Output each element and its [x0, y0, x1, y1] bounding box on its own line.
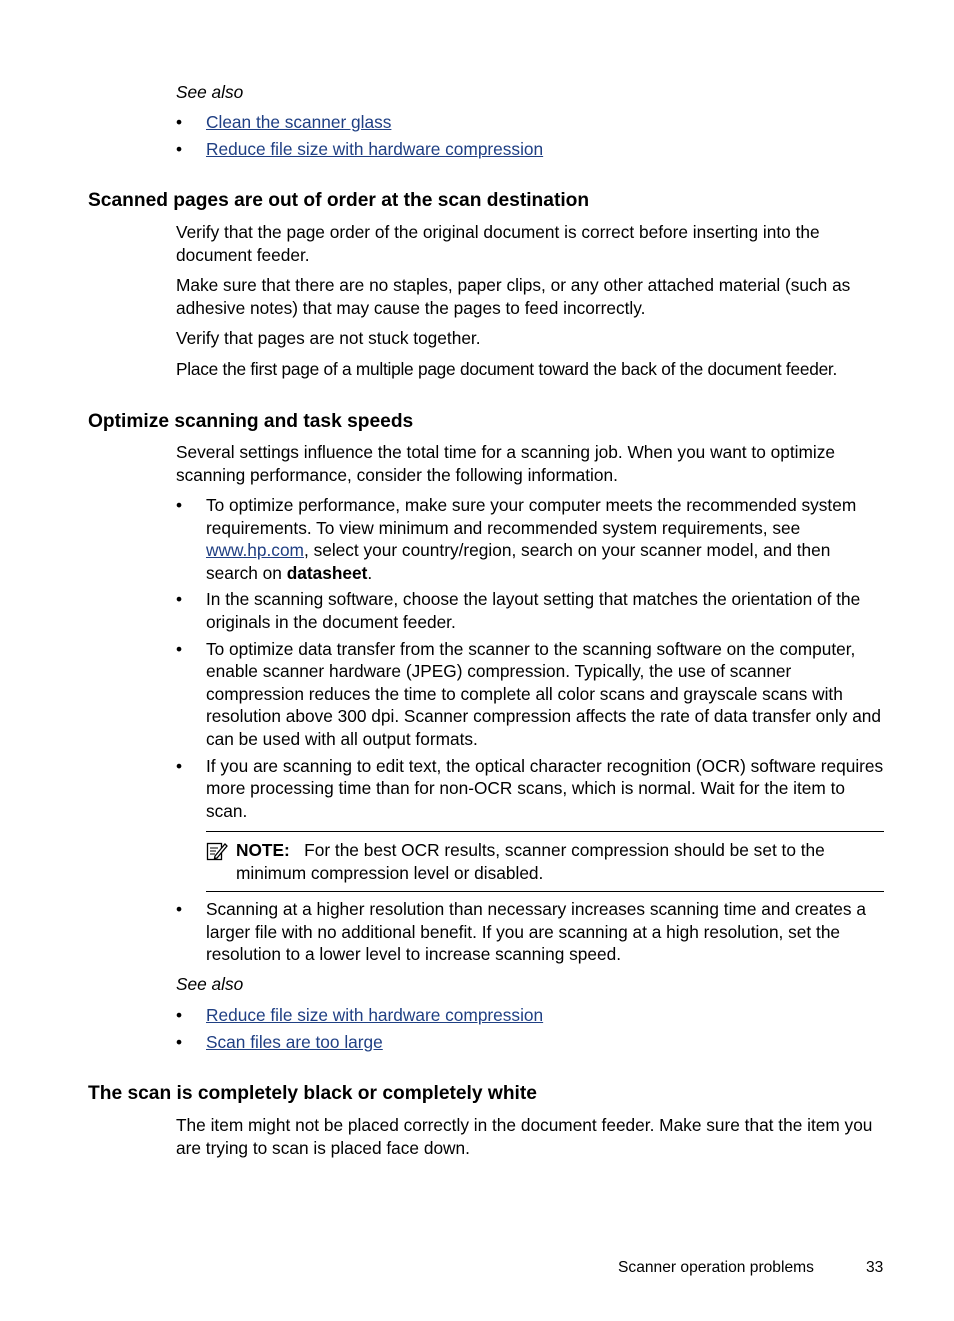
list-item	[176, 138, 886, 161]
bullet-icon: •	[176, 755, 183, 776]
list-item	[176, 494, 886, 584]
bullet-icon: •	[176, 1005, 183, 1025]
bullet-icon: •	[176, 638, 183, 659]
bullet-text: To optimize performance, make sure your computer meets the recommended system requirements. To view minimum and recommended system requirements, see	[206, 495, 857, 538]
list-item	[176, 638, 886, 751]
note-pencil-icon	[206, 840, 228, 862]
list-item	[176, 111, 886, 134]
bullet-icon: •	[176, 589, 183, 610]
bullet-text: Scanning at a higher resolution than necessary increases scanning time and creates a larger file with no additional benefit. If you are scanning at a high resolution, set the resolution to a lower level to increase scanning speed.	[206, 899, 866, 965]
paragraph: Several settings influence the total time for a scanning job. When you want to optimize scanning performance, consider the following information.	[176, 442, 835, 485]
bullet-icon: •	[176, 495, 183, 515]
paragraph: The item might not be placed correctly in the document feeder. Make sure that the item you are trying to scan is placed face down.	[176, 1115, 873, 1158]
optimize-list	[176, 494, 886, 822]
list-item	[176, 1004, 886, 1027]
note-text	[236, 839, 876, 884]
footer-page-number: 33	[866, 1259, 884, 1276]
bullet-icon: •	[176, 1031, 183, 1052]
see-also-list-1	[176, 111, 886, 160]
bullet-icon: •	[176, 138, 183, 159]
note-body: For the best OCR results, scanner compression should be set to the minimum compression level or disabled.	[236, 840, 825, 883]
link-scan-files-too-large[interactable]: Scan files are too large	[206, 1031, 383, 1052]
bullet-text: If you are scanning to edit text, the optical character recognition (OCR) software requires more processing time than for non-OCR scans, which is normal. Wait for the item to scan.	[206, 755, 884, 821]
optimize-list-continued	[176, 898, 886, 966]
bullet-text: To optimize data transfer from the scanner to the scanning software on the computer, enable scanner hardware (JPEG) compression. Typically, the use of scanner compression reduces the time to complete all color scans and grayscale scans with resolution above 300 dpi. Scanner compression affects the rate of data transfer only and can be used with all output formats.	[206, 638, 882, 749]
bullet-text: In the scanning software, choose the layout setting that matches the orientation of the originals in the document feeder.	[206, 589, 861, 632]
see-also-list-2	[176, 1004, 886, 1053]
list-item	[176, 898, 886, 966]
heading-optimize: Optimize scanning and task speeds	[88, 411, 414, 432]
see-also-label-1: See also	[176, 82, 244, 102]
list-item	[176, 1031, 886, 1054]
list-item	[176, 588, 886, 633]
bold-term: datasheet	[286, 562, 368, 583]
bullet-icon: •	[176, 899, 183, 919]
paragraph: Place the first page of a multiple page document toward the back of the document feeder.	[176, 359, 838, 379]
list-item	[176, 755, 886, 823]
note-label: NOTE:	[236, 840, 290, 860]
bullet-text: .	[367, 562, 373, 583]
link-reduce-file-size[interactable]: Reduce file size with hardware compression	[206, 1005, 544, 1025]
see-also-label-2: See also	[176, 974, 244, 994]
note-box	[206, 831, 884, 892]
link-reduce-file-size[interactable]: Reduce file size with hardware compression	[206, 138, 544, 159]
heading-black-or-white: The scan is completely black or completely white	[88, 1083, 537, 1104]
bullet-icon: •	[176, 112, 183, 132]
paragraph: Verify that pages are not stuck together.	[176, 328, 481, 348]
link-hp-com[interactable]: www.hp.com	[206, 540, 304, 561]
bullet-text: , select your country/region, search on your scanner model, and then search on	[206, 540, 831, 583]
heading-out-of-order: Scanned pages are out of order at the scan destination	[88, 190, 590, 211]
link-clean-scanner-glass[interactable]: Clean the scanner glass	[206, 112, 392, 132]
footer-section-title: Scanner operation problems	[618, 1259, 814, 1276]
paragraph: Verify that the page order of the original document is correct before inserting into the document feeder.	[176, 222, 820, 265]
paragraph: Make sure that there are no staples, paper clips, or any other attached material (such as adhesive notes) that may cause the pages to feed incorrectly.	[176, 275, 851, 318]
